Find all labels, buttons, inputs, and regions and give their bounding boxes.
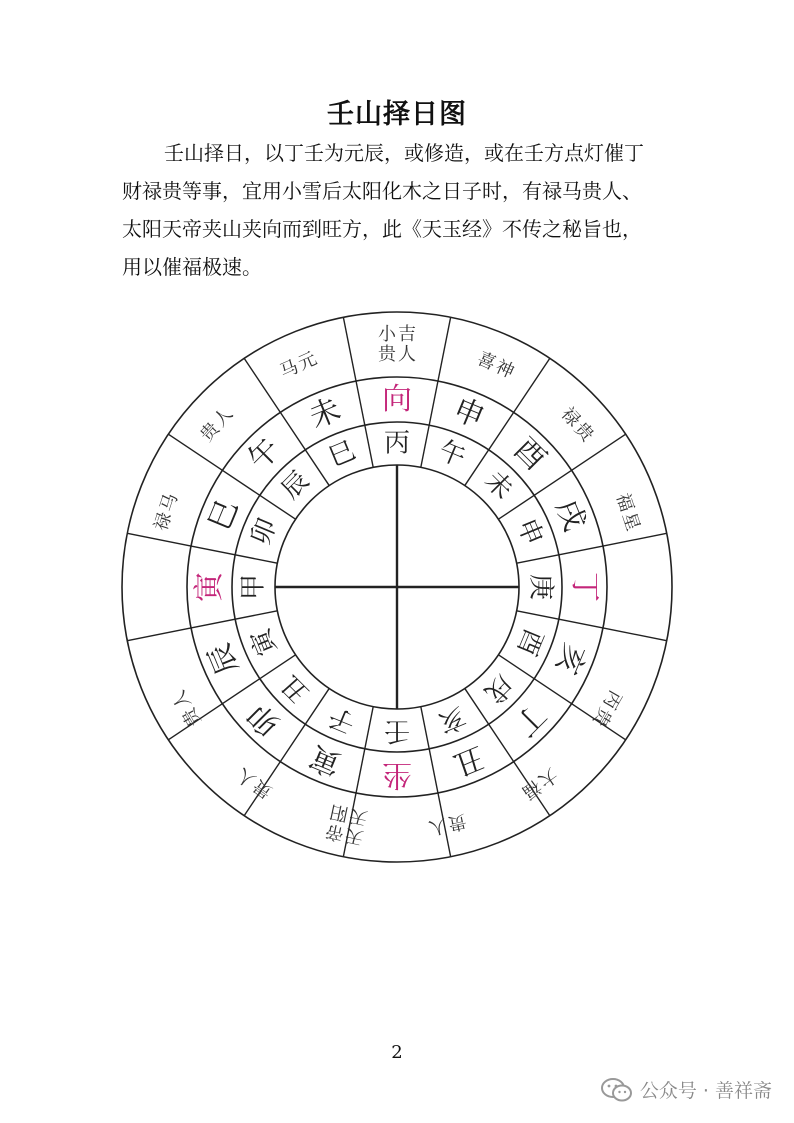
outer-ring-char: 元 bbox=[295, 348, 320, 375]
outer-ring-char: 吉 bbox=[398, 324, 416, 345]
middle-ring-char: 申 bbox=[448, 391, 490, 436]
middle-ring-char: 戌 bbox=[548, 494, 593, 536]
outer-ring-char: 人 bbox=[232, 763, 260, 792]
paragraph-line: 太阳天帝夹山夹向而到旺方，此《天玉经》不传之秘旨也， bbox=[122, 217, 642, 241]
inner-ring-char: 子 bbox=[324, 700, 360, 739]
inner-ring-char: 寅 bbox=[245, 624, 284, 660]
page-title: 壬山择日图 bbox=[327, 99, 467, 130]
paragraph-line: 壬山择日，以丁壬为元辰，或修造，或在壬方点灯催丁 bbox=[164, 141, 644, 165]
middle-ring-char: 午 bbox=[241, 431, 288, 478]
outer-ring-label bbox=[324, 800, 370, 848]
outer-ring-char: 大 bbox=[534, 763, 562, 792]
middle-ring-char: 酉 bbox=[506, 431, 553, 478]
outer-ring-label bbox=[378, 324, 416, 365]
outer-ring-char: 贵 bbox=[178, 703, 206, 730]
inner-ring-char: 亥 bbox=[434, 700, 470, 739]
watermark bbox=[600, 1076, 772, 1103]
outer-divider bbox=[244, 358, 280, 412]
inner-ring-char: 辰 bbox=[275, 465, 316, 506]
outer-divider bbox=[343, 317, 356, 381]
outer-ring-label bbox=[233, 764, 276, 803]
middle-ring-char: 丁 bbox=[567, 572, 602, 602]
middle-ring-char: 卯 bbox=[241, 696, 288, 743]
outer-ring-char: 帝 bbox=[323, 819, 346, 845]
outer-ring-char: 福 bbox=[611, 490, 638, 515]
outer-ring-char: 马 bbox=[156, 490, 183, 515]
page-number: 2 bbox=[391, 1042, 403, 1063]
middle-ring-char: 寅 bbox=[192, 572, 227, 602]
wechat-icon bbox=[600, 1077, 634, 1103]
paragraph-line: 财禄贵等事，宜用小雪后太阳化木之日子时，有禄马贵人、 bbox=[122, 179, 642, 203]
paragraph-line: 用以催福极速。 bbox=[122, 255, 262, 279]
outer-ring-label bbox=[427, 810, 469, 838]
outer-divider bbox=[127, 533, 191, 546]
outer-ring-char: 禄 bbox=[150, 509, 177, 534]
inner-ring-char: 卯 bbox=[245, 514, 284, 550]
outer-ring-label bbox=[474, 348, 517, 383]
outer-ring-char: 人 bbox=[426, 814, 449, 839]
outer-ring-char: 人 bbox=[398, 344, 416, 365]
middle-ring-char: 坐 bbox=[382, 757, 412, 792]
middle-ring-char: 丁 bbox=[506, 696, 553, 743]
outer-ring-char: 喜 bbox=[474, 348, 499, 375]
outer-divider bbox=[438, 317, 451, 381]
outer-ring-label bbox=[277, 348, 320, 383]
outer-ring-char: 贵 bbox=[378, 344, 396, 365]
inner-ring-char: 酉 bbox=[510, 624, 549, 660]
outer-ring-label bbox=[151, 491, 183, 534]
outer-ring-char: 马 bbox=[276, 356, 302, 383]
outer-ring-char: 阳 bbox=[327, 800, 350, 825]
outer-ring-label bbox=[612, 491, 644, 534]
inner-ring-char: 巳 bbox=[324, 435, 360, 474]
middle-ring-char: 寅 bbox=[304, 738, 346, 783]
outer-divider bbox=[514, 358, 550, 412]
middle-ring-char: 巳 bbox=[201, 494, 246, 536]
outer-ring-label bbox=[196, 404, 237, 446]
outer-ring-char: 福 bbox=[517, 775, 545, 803]
inner-ring-char: 戌 bbox=[478, 668, 519, 709]
watermark-text: 公众号 · 善祥斋 bbox=[639, 1080, 772, 1102]
outer-ring-label bbox=[168, 687, 205, 730]
outer-divider bbox=[603, 533, 667, 546]
outer-ring-char: 人 bbox=[209, 403, 238, 432]
inner-ring-char: 午 bbox=[434, 435, 470, 474]
outer-ring-label bbox=[518, 764, 561, 803]
inner-ring-char: 申 bbox=[510, 514, 549, 550]
middle-ring-char: 向 bbox=[382, 382, 412, 417]
inner-ring-char: 壬 bbox=[383, 715, 411, 746]
outer-divider bbox=[127, 628, 191, 641]
outer-divider bbox=[603, 628, 667, 641]
middle-ring-char: 辰 bbox=[201, 638, 246, 680]
outer-ring-char: 神 bbox=[492, 356, 518, 383]
inner-ring-char: 甲 bbox=[238, 573, 269, 601]
outer-ring-char: 贵 bbox=[570, 418, 598, 446]
inner-ring-char: 丑 bbox=[275, 668, 316, 709]
middle-ring-char: 丑 bbox=[448, 738, 490, 783]
outer-ring-char: 贵 bbox=[446, 809, 469, 835]
outer-ring-char: 贵 bbox=[588, 703, 616, 730]
outer-ring-char: 星 bbox=[617, 509, 644, 534]
outer-ring-char: 贵 bbox=[249, 775, 277, 803]
outer-ring-char: 贵 bbox=[196, 418, 224, 446]
middle-ring-char: 亥 bbox=[548, 638, 593, 680]
outer-ring-label bbox=[557, 404, 599, 447]
outer-ring-char: 小 bbox=[378, 324, 396, 345]
inner-ring-char: 庚 bbox=[525, 573, 556, 601]
middle-ring-char: 未 bbox=[304, 391, 346, 436]
outer-ring-char: 禄 bbox=[556, 403, 585, 432]
outer-ring-char: 天 bbox=[347, 804, 370, 829]
inner-ring-char: 未 bbox=[478, 465, 519, 506]
outer-ring-label bbox=[588, 687, 626, 731]
inner-ring-char: 丙 bbox=[383, 428, 411, 459]
outer-ring-char: 丙 bbox=[598, 686, 626, 713]
outer-ring-char: 天 bbox=[343, 823, 366, 849]
outer-ring-char: 人 bbox=[168, 686, 196, 713]
